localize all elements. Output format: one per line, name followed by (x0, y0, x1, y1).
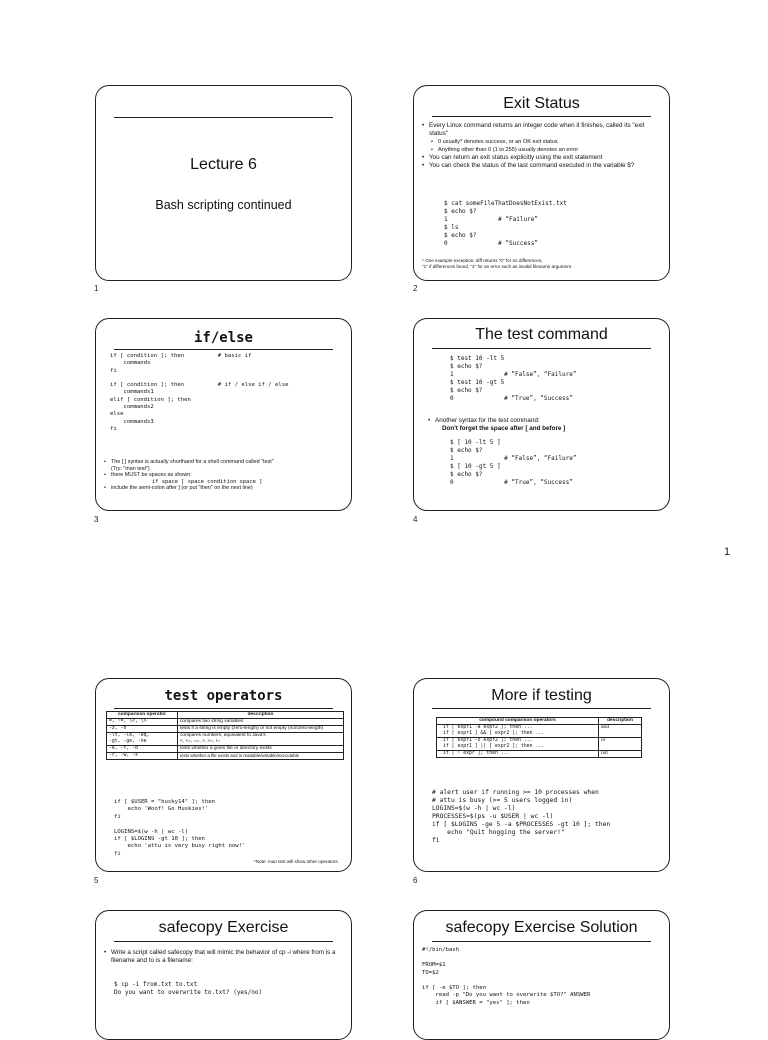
slide-body (422, 122, 664, 170)
code-block: $ cp -i from.txt to.txt Do you want to overwrite to.txt? (yes/no) (114, 981, 263, 996)
slide-title: if/else (193, 330, 253, 346)
code-block: #!/bin/bash FROM=$1 TO=$2 if [ -e $TO ]; then read -p "Do you want to overwrite $TO?" ANSWER if [ $ANSWER = "yes" ]; then (422, 947, 591, 1006)
table-row (107, 733, 344, 746)
table-row (437, 751, 642, 758)
slide-title: Lecture 6 (190, 156, 257, 173)
title-rule (114, 708, 333, 709)
code-block: if [ $USER = "husky14" ]; then echo 'Woof! Go Huskies!' fi LOGINS=$(w -h | wc -l) if [ $LOGINS -gt 10 ]; then echo 'attu is very busy right now!' fi (114, 799, 246, 857)
slide-number: 4 (413, 515, 418, 524)
table-cell: -r, -w, -x (107, 753, 178, 760)
bullet: • Anything other than 0 (1 to 255) usually denotes an error (422, 146, 664, 154)
title-rule (432, 116, 651, 117)
footnote: * One example exception: diff returns "0" for no differences, (422, 258, 543, 263)
slide-bullets (104, 459, 348, 492)
table-row (107, 753, 344, 760)
table-cell: if [ ! expr ]; then ... (437, 751, 599, 758)
slide-number: 6 (413, 876, 418, 885)
table-header: comparison operator (107, 712, 178, 719)
title-rule (432, 708, 651, 709)
table-row (107, 726, 344, 733)
slide-bullets (428, 417, 664, 433)
table-cell: not (599, 751, 642, 758)
title-rule (114, 117, 333, 118)
title-rule (114, 941, 333, 942)
code-block: if [ condition ]; then # basic if commands fi if [ condition ]; then # if / else if / else commands1 elif [ condition ]; then commands2 else commands3 fi (110, 353, 289, 432)
compound-operators-table (436, 717, 642, 758)
code-block: $ [ 10 -lt 5 ] $ echo $? 1 # “False”, “Failure” $ [ 10 -gt 5 ] $ echo $? 0 # “True”, “Success” (450, 439, 577, 486)
slide-title: safecopy Exercise Solution (445, 919, 638, 936)
footnote: "1" if differences found, "2" for an error such as invalid filename argument (422, 264, 571, 269)
slide-title: test operators (164, 688, 283, 704)
slide-2 (413, 85, 670, 281)
slide-6 (413, 678, 670, 872)
table-cell: tests whether a given file or directory exists (178, 746, 344, 753)
bullet: • You can return an exit status explicitly using the exit statement (422, 154, 664, 162)
table-row (107, 746, 344, 753)
slide-subtitle: Bash scripting continued (155, 198, 292, 212)
slide-1 (95, 85, 352, 281)
table-cell: tests whether a file exists and is readable/writable/executable (178, 753, 344, 760)
slide-3 (95, 318, 352, 511)
slide-number: 5 (94, 876, 99, 885)
code-block: $ cat someFileThatDoesNotExist.txt $ echo $? 1 # “Failure” $ ls $ echo $? 0 # “Success” (444, 200, 567, 247)
slide-title: More if testing (491, 687, 592, 704)
table-cell: compares two string variables (178, 719, 344, 726)
slide-title: safecopy Exercise (158, 919, 289, 936)
table-header: description (599, 718, 642, 725)
table-cell: if [ expr1 -a expr2 ]; then ... if [ expr1 ] && [ expr2 ]; then ... (437, 725, 599, 738)
title-rule (432, 348, 651, 349)
table-cell: compares numbers; equivalent to Java's <, <=, ==, >, >=, != (178, 733, 344, 746)
title-rule (432, 941, 651, 942)
slide-number: 1 (94, 284, 99, 293)
bullet-code: if space [ space condition space ] (152, 478, 263, 485)
title-rule (114, 349, 333, 350)
table-cell: -z, -n (107, 726, 178, 733)
slide-8 (413, 910, 670, 1040)
table-header-row (437, 718, 642, 725)
slide-number: 2 (413, 284, 418, 293)
note: *Note: man test will show other operators. (253, 859, 339, 864)
bullet: • Every Linux command returns an integer code when it finishes, called its "exit status" (422, 122, 664, 138)
table-cell: or (599, 738, 642, 751)
slide-7 (95, 910, 352, 1040)
code-block: $ test 10 -lt 5 $ echo $? 1 # “False”, “Failure” $ test 10 -gt 5 $ echo $? 0 # “True”, “Success” (450, 355, 577, 402)
table-row (437, 738, 642, 751)
slide-4 (413, 318, 670, 511)
slide-number: 3 (94, 515, 99, 524)
table-header-row (107, 712, 344, 719)
table-cell: =, !=, \<, \> (107, 719, 178, 726)
operators-table (106, 711, 344, 760)
page-number: 1 (724, 546, 731, 558)
code-block: # alert user if running >= 10 processes when # attu is busy (>= 5 users logged in) LOGINS=$(w -h | wc -l) PROCESSES=$(ps -u $USER | wc -l) if [ $LOGINS -ge 5 -a $PROCESSES -gt 10 ]; then echo "Quit hogging the server!" fi (432, 789, 611, 844)
table-cell: if [ expr1 -o expr2 ]; then ... if [ expr1 ] || [ expr2 ]; then ... (437, 738, 599, 751)
table-row (107, 719, 344, 726)
slide-title: Exit Status (503, 95, 580, 112)
bullet-emphasis: Don't forget the space after [ and before ] (442, 425, 566, 432)
bullet: • The [ ] syntax is actually shorthand for a shell command called "test" (104, 459, 348, 466)
table-header: description (178, 712, 344, 719)
bullet: • Write a script called safecopy that will mimic the behavior of cp -i where from is a filename and to is a filename: (104, 949, 351, 965)
table-header: compound comparison operators (437, 718, 599, 725)
table-cell: -lt, -le, -eq, -gt, -ge, -ne (107, 733, 178, 746)
bullet-note: (Try: "man test") (111, 465, 150, 472)
table-cell: and (599, 725, 642, 738)
bullet: • there MUST be spaces as shown: (104, 472, 348, 479)
table-cell: tests if a string is empty (zero-length) or not empty (nonzero-length) (178, 726, 344, 733)
slide-title: The test command (475, 326, 608, 343)
bullet: • 0 usually* denotes success, or an OK exit status (422, 138, 664, 146)
table-cell: -e, -f, -d (107, 746, 178, 753)
slide-5 (95, 678, 352, 872)
table-row (437, 725, 642, 738)
bullet: • You can check the status of the last command executed in the variable $? (422, 162, 664, 170)
bullet: • include the semi-colon after ] (or put "then" on the next line) (104, 485, 348, 492)
bullet: • Another syntax for the test command: (428, 417, 664, 425)
